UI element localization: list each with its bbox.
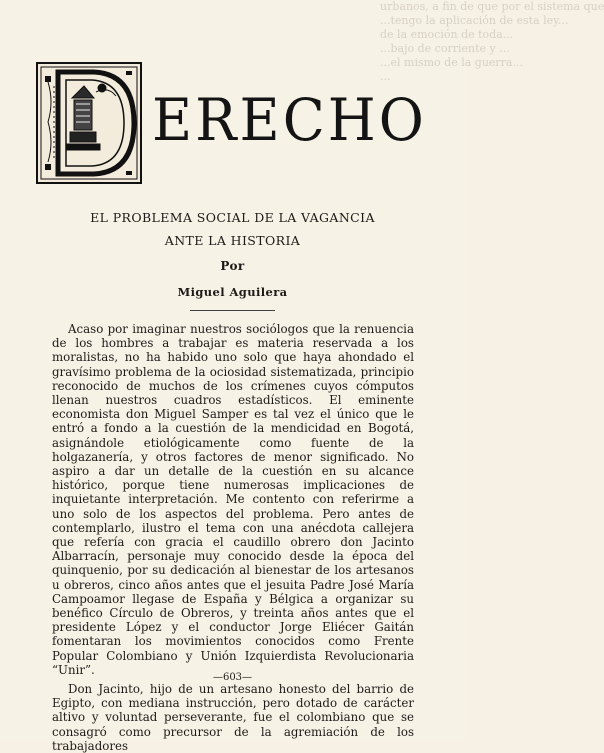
bleed-line: urbanos, a fin de que por el sistema que: [380, 0, 604, 13]
title-text: [152, 86, 427, 154]
bleed-line: ...bajo de corriente y ...: [380, 42, 510, 55]
title-letters: ERECHO: [152, 86, 427, 154]
bleed-line: de la emoción de toda...: [380, 28, 514, 41]
page-number: —603—: [212, 672, 253, 683]
paragraph: Acaso por imaginar nuestros sociólogos que la renuencia de los hombres a trabajar es materia reservada a los moralistas, no ha habido uno solo que haya ahondado el gravísimo problema de la ociosidad sistematizada, principio reconocido de muchos de los crímenes cuyos cómputos llenan nuestros cuadros estadísticos. El eminente economista don Miguel Samper es tal vez el único que le entró a fondo a la cuestión de la mendicidad en Bogotá, asignándole etiológicamente como fuente de la holgazanería, y otros factores de menor significado. No aspiro a dar un detalle de la cuestión en su alcance histórico, porque tiene numerosas implicaciones de inquietante interpretación. Me contento con referirme a uno solo de los aspectos del problema. Pero antes de contemplarlo, ilustro el tema con una anécdota callejera que refería con gracia el caudillo obrero don Jacinto Albarracín, personaje muy conocido desde la época del quinquenio, por su dedicación al bienestar de los artesanos u obreros, cinco años antes que el jesuita Padre José María Campoamor llegase de España y Bélgica a organizar su benéfico Círculo de Obreros, y treinta años antes que el presidente López y el conductor Jorge Eliécer Gaitán fomentaran los movimientos conocidos como Frente Popular Colombiano y Unión Izquierdista Revolucionaria “Unir”.: [52, 322, 414, 677]
article-title-line-2: ANTE LA HISTORIA: [164, 233, 301, 248]
ornamental-initial-d: [36, 62, 142, 184]
author-name: Miguel Aguilera: [177, 285, 288, 299]
article-title-line-1: EL PROBLEMA SOCIAL DE LA VAGANCIA: [90, 210, 375, 225]
bleed-line: ...el mismo de la guerra...: [380, 56, 523, 69]
bleed-line: ...tengo la aplicación de esta ley...: [380, 14, 569, 27]
byline-por: Por: [220, 259, 245, 273]
article-body: [52, 322, 414, 753]
divider: [190, 310, 275, 311]
bleed-line: ...: [380, 70, 391, 83]
section-title: [36, 62, 436, 184]
paragraph: Don Jacinto, hijo de un artesano honesto del barrio de Egipto, con mediana instrucción, pero dotado de carácter altivo y voluntad perseverante, fue el colombiano que se consagró como precursor de la agremiación de los trabajadores: [52, 682, 414, 753]
